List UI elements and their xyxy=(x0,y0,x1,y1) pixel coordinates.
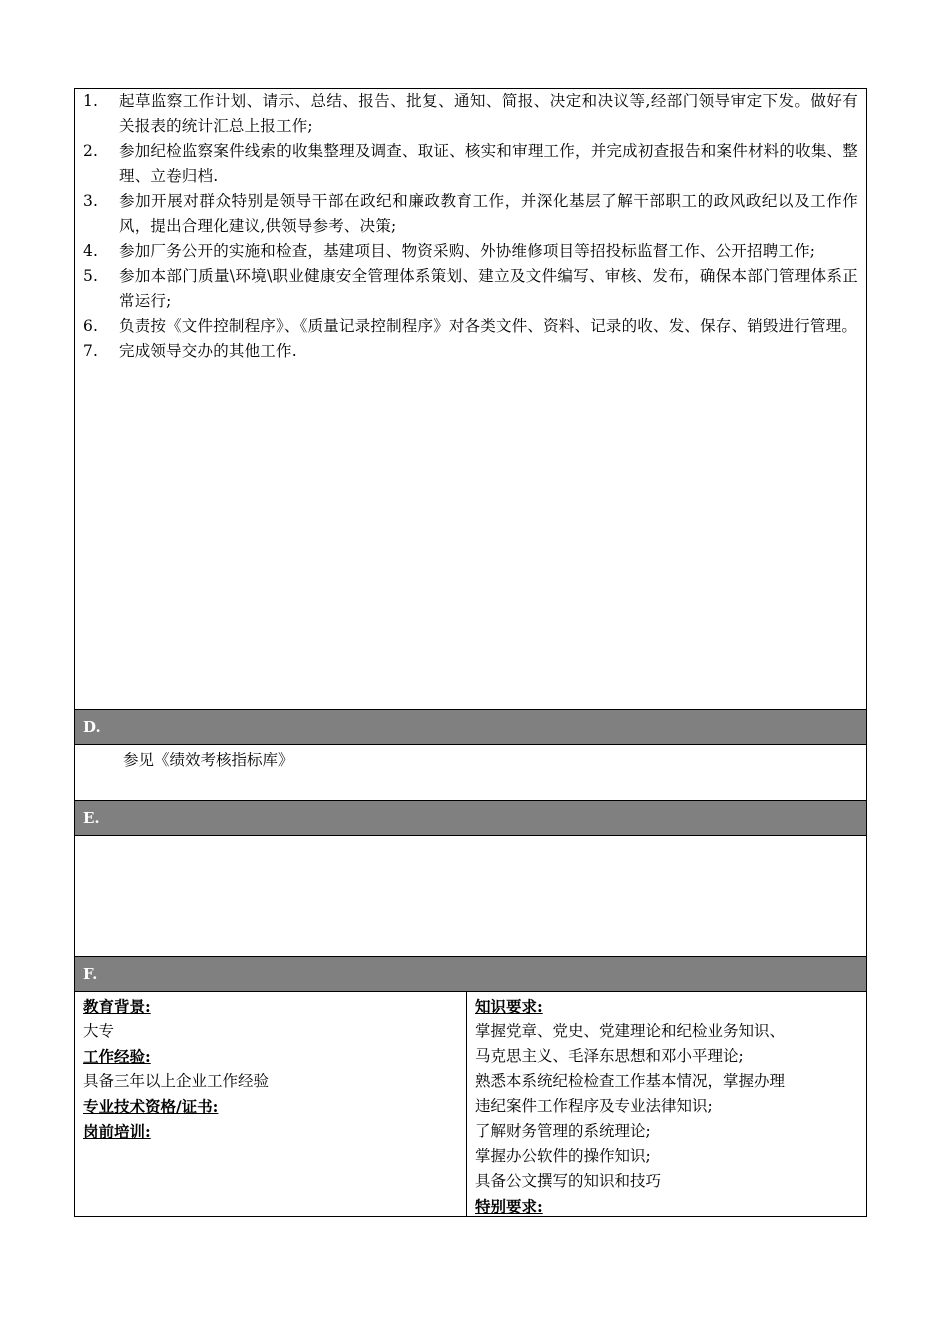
duty-text: 负责按《文件控制程序》、《质量记录控制程序》对各类文件、资料、记录的收、发、保存、销毁进行管理。 xyxy=(119,317,858,335)
duty-number: 5. xyxy=(83,267,99,285)
duty-item xyxy=(83,339,858,364)
special-label: 特别要求: xyxy=(475,1197,543,1216)
duty-number: 1. xyxy=(83,92,99,110)
knowledge-line: 熟悉本系统纪检检查工作基本情况，掌握办理 xyxy=(475,1072,786,1090)
knowledge-line: 了解财务管理的系统理论; xyxy=(475,1122,651,1140)
section-e-header: E. xyxy=(75,800,866,836)
education-label: 教育背景: xyxy=(83,997,151,1016)
duty-text: 参加厂务公开的实施和检查，基建项目、物资采购、外协维修项目等招投标监督工作、公开招聘工作; xyxy=(119,242,816,260)
duty-text: 参加纪检监察案件线索的收集整理及调查、取证、核实和审理工作，并完成初查报告和案件材料的收集、整理、立卷归档. xyxy=(119,142,858,185)
experience-label: 工作经验: xyxy=(83,1047,151,1066)
knowledge-line: 掌握办公软件的操作知识; xyxy=(475,1147,651,1165)
duty-item xyxy=(83,139,858,189)
knowledge-label: 知识要求: xyxy=(475,997,543,1016)
section-d-header: D. xyxy=(75,709,866,745)
qualification-label: 专业技术资格/证书: xyxy=(83,1097,219,1116)
duties-list xyxy=(75,89,866,709)
section-d-content: 参见《绩效考核指标库》 xyxy=(123,751,294,769)
knowledge-column xyxy=(467,992,866,1217)
section-e-content xyxy=(75,837,866,956)
knowledge-line: 违纪案件工作程序及专业法律知识; xyxy=(475,1097,713,1115)
education-value: 大专 xyxy=(83,1022,115,1040)
duty-number: 2. xyxy=(83,142,99,160)
experience-value: 具备三年以上企业工作经验 xyxy=(83,1072,270,1090)
duty-text: 完成领导交办的其他工作. xyxy=(119,342,297,360)
duty-item xyxy=(83,239,858,264)
job-description-table xyxy=(74,88,867,1217)
duty-item xyxy=(83,89,858,139)
requirements-table xyxy=(75,992,866,1217)
duty-item xyxy=(83,189,858,239)
section-f-header: F. xyxy=(75,956,866,992)
duty-text: 起草监察工作计划、请示、总结、报告、批复、通知、简报、决定和决议等,经部门领导审定下发。做好有关报表的统计汇总上报工作; xyxy=(119,92,858,135)
duty-number: 6. xyxy=(83,317,99,335)
duty-text: 参加本部门质量\环境\职业健康安全管理体系策划、建立及文件编写、审核、发布，确保本部门管理体系正常运行; xyxy=(119,267,858,310)
duty-number: 7. xyxy=(83,342,99,360)
duty-item xyxy=(83,314,858,339)
knowledge-line: 掌握党章、党史、党建理论和纪检业务知识、 xyxy=(475,1022,786,1040)
duty-text: 参加开展对群众特别是领导干部在政纪和廉政教育工作，并深化基层了解干部职工的政风政纪以及工作作风，提出合理化建议,供领导参考、决策; xyxy=(119,192,858,235)
training-label: 岗前培训: xyxy=(83,1122,151,1141)
knowledge-line: 马克思主义、毛泽东思想和邓小平理论; xyxy=(475,1047,744,1065)
duty-number: 3. xyxy=(83,192,99,210)
duty-number: 4. xyxy=(83,242,99,260)
qualifications-column xyxy=(75,992,467,1217)
knowledge-line: 具备公文撰写的知识和技巧 xyxy=(475,1172,662,1190)
duty-item xyxy=(83,264,858,314)
